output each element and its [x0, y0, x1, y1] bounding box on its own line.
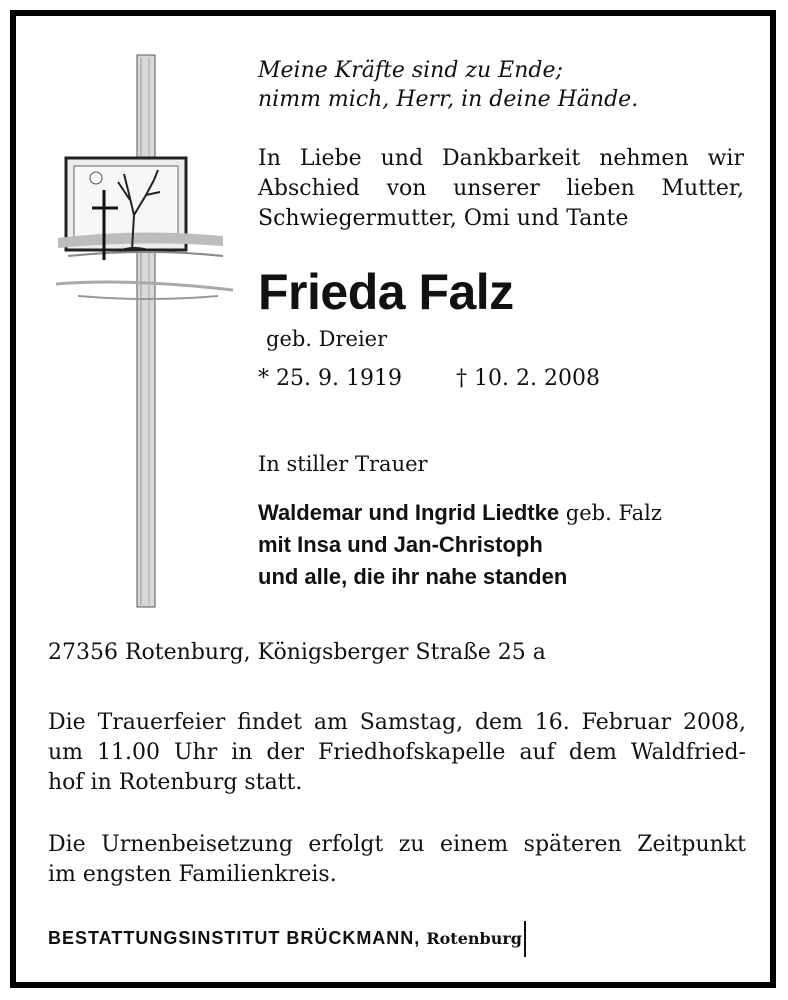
undertaker-logo	[48, 918, 526, 959]
undertaker-bar	[524, 921, 526, 957]
service-line: Die Trauerfeier findet am Samstag, dem 16. Februar 2008,	[48, 710, 746, 735]
maiden-name: geb. Dreier	[266, 327, 388, 351]
mourner-line	[258, 497, 662, 529]
deceased-name: Frieda Falz	[258, 264, 514, 320]
birth-date: * 25. 9. 1919	[258, 366, 402, 391]
death-date: † 10. 2. 2008	[456, 366, 600, 391]
undertaker-place: Rotenburg	[426, 929, 522, 948]
address: 27356 Rotenburg, Königsberger Straße 25 a	[48, 640, 546, 665]
service-line: um 11.00 Uhr in der Friedhofskapelle auf dem Waldfried-	[48, 740, 746, 765]
verse-line: nimm mich, Herr, in deine Hände.	[258, 87, 639, 112]
mourners-list	[258, 497, 662, 593]
verse-line: Meine Kräfte sind zu Ende;	[258, 58, 563, 83]
mourner-line: und alle, die ihr nahe standen	[258, 564, 568, 589]
mourner-line: mit Insa und Jan-Christoph	[258, 532, 543, 557]
burial-info	[48, 830, 746, 890]
intro-line: In Liebe und Dankbarkeit nehmen wir	[258, 146, 744, 171]
cross-tree-artwork	[48, 50, 238, 610]
burial-line: im engsten Familienkreis.	[48, 862, 337, 887]
intro-line: Abschied von unserer lieben Mutter,	[258, 176, 744, 201]
undertaker-name: BESTATTUNGSINSTITUT BRÜCKMANN,	[48, 928, 421, 948]
burial-line: Die Urnenbeisetzung erfolgt zu einem späteren Zeitpunkt	[48, 832, 746, 857]
intro-text	[258, 144, 744, 234]
mourning-heading: In stiller Trauer	[258, 452, 428, 476]
mourner-maiden-suffix: geb. Falz	[559, 501, 662, 525]
service-info	[48, 708, 746, 798]
intro-line: Schwiegermutter, Omi und Tante	[258, 206, 629, 231]
mourner-names: Waldemar und Ingrid Liedtke	[258, 500, 560, 525]
verse	[258, 56, 638, 114]
service-line: hof in Rotenburg statt.	[48, 770, 303, 795]
